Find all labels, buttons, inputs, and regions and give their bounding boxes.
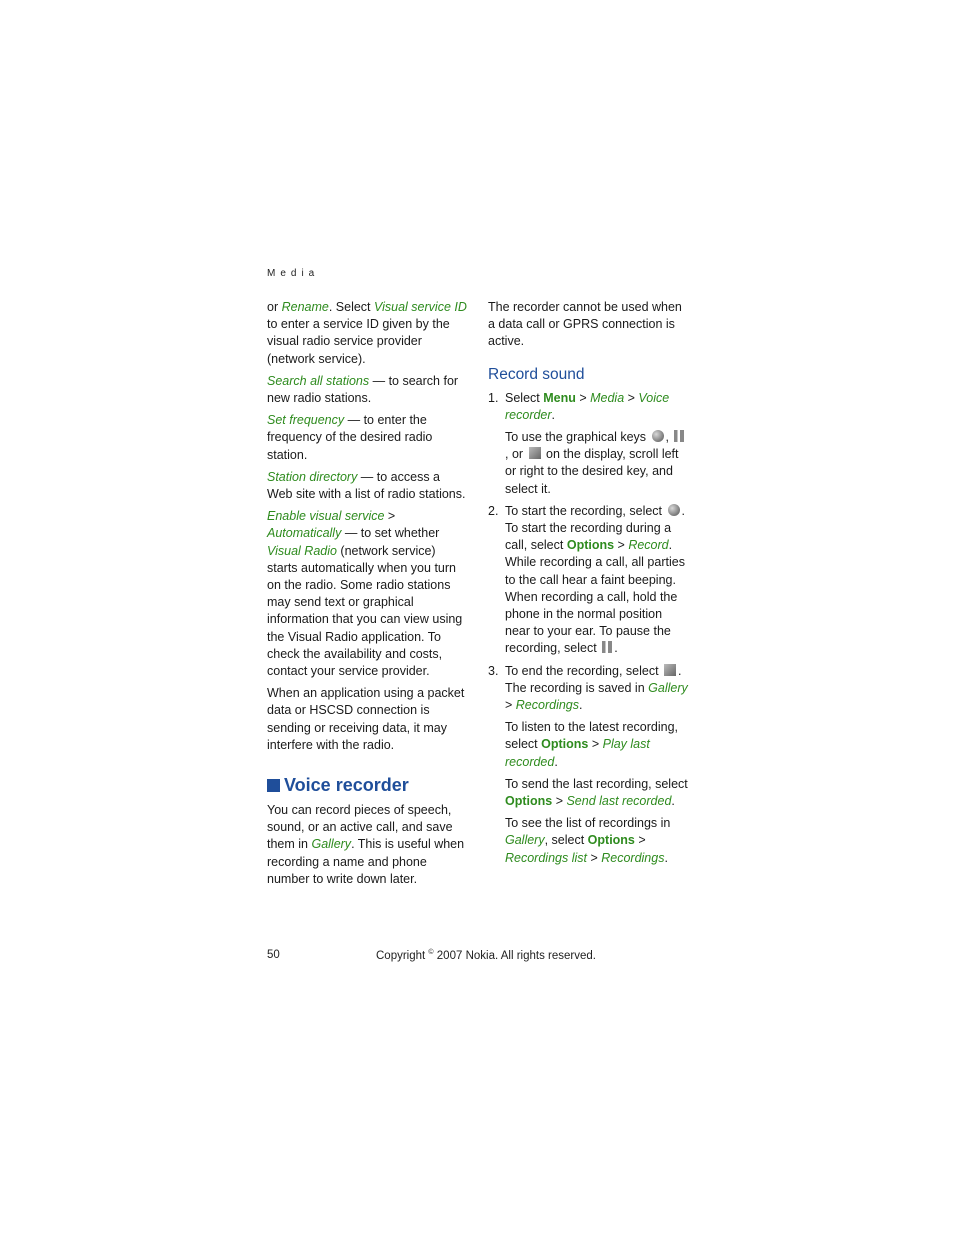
link-set-frequency: Set frequency [267, 413, 345, 428]
menu-label: Menu [543, 390, 576, 405]
link-recordings-list: Recordings list [505, 850, 587, 865]
step-1-note: To use the graphical keys , , or on the display, scroll left or right to the desired key, and select it. [488, 429, 688, 498]
left-column [267, 299, 467, 893]
link-gallery: Gallery [648, 680, 688, 695]
section-header: Media [267, 268, 320, 279]
link-recordings: Recordings [601, 850, 665, 865]
paragraph-set-frequency: Set frequency — to enter the frequency of the desired radio station. [267, 413, 433, 462]
step-3-note-list: To see the list of recordings in Gallery, select Options > Recordings list > Recordings. [505, 816, 671, 865]
stop-icon [529, 447, 541, 459]
paragraph-interference-note: When an application using a packet data or HSCSD connection is sending or receiving data, it may interfere with the radio. [267, 686, 465, 752]
right-column [488, 299, 688, 872]
heading-square-icon [267, 779, 280, 792]
link-play-last-recorded: Play last recorded [505, 737, 650, 769]
link-visual-radio: Visual Radio [267, 543, 337, 558]
paragraph-rename: or Rename. Select Visual service ID to enter a service ID given by the visual radio service provider (network service). [267, 300, 467, 366]
step-3-note-send: To send the last recording, select Options > Send last recorded. [505, 776, 688, 809]
link-record: Record [628, 538, 669, 553]
options-label: Options [566, 538, 615, 553]
link-gallery: Gallery [505, 833, 545, 848]
link-station-directory: Station directory [267, 469, 358, 484]
link-send-last-recorded: Send last recorded [566, 794, 672, 809]
heading-record-sound: Record sound [488, 365, 585, 383]
step-3-note-listen: To listen to the latest recording, select Options > Play last recorded. [505, 720, 679, 769]
pause-icon [674, 430, 684, 442]
record-icon [652, 430, 664, 442]
link-media: Media [590, 390, 625, 405]
link-automatically: Automatically [267, 526, 342, 541]
link-voice-recorder: Voice recorder [505, 390, 670, 422]
options-label: Options [587, 833, 635, 848]
copyright-symbol: © [428, 949, 434, 956]
heading-voice-recorder: Voice recorder [267, 774, 467, 796]
options-label: Options [505, 794, 553, 809]
step-3: 3. To end the recording, select . The recording is saved in Gallery > Recordings. [488, 663, 688, 713]
paragraph-voice-recorder-intro: You can record pieces of speech, sound, or an active call, and save them in Gallery. This is useful when recording a name and phone number to write down later. [267, 803, 465, 886]
steps-list [488, 390, 688, 867]
paragraph-station-directory: Station directory — to access a Web site with a list of radio stations. [267, 469, 466, 502]
link-gallery: Gallery [311, 837, 352, 852]
link-recordings: Recordings [515, 698, 580, 713]
link-rename: Rename [281, 300, 329, 314]
link-enable-visual-service: Enable visual service [267, 509, 385, 524]
copyright-notice: Copyright © 2007 Nokia. All rights reserved. [376, 949, 596, 962]
record-icon [668, 504, 680, 516]
link-search-all-stations: Search all stations [267, 373, 370, 388]
paragraph-recorder-restriction: The recorder cannot be used when a data call or GPRS connection is active. [488, 300, 682, 349]
options-label: Options [541, 737, 589, 752]
pause-icon [602, 641, 612, 653]
page-number: 50 [267, 949, 280, 961]
step-1: 1. Select Menu > Media > Voice recorder. [488, 390, 670, 422]
stop-icon [664, 664, 676, 676]
step-2: 2. To start the recording, select . To start the recording during a call, select Options > Record. While recording a call, all parties to the call hear a faint beeping. When recording a call, hold the phone in the normal position near to your ear. To pause the recording, select . [488, 503, 685, 656]
link-visual-service-id: Visual service ID [374, 300, 467, 314]
paragraph-enable-visual-service: Enable visual service > Automatically — to set whether Visual Radio (network service) starts automatically when you turn on the radio. Some radio stations may send text or graphical information that you can view using the Visual Radio application. To check the availability and costs, contact your service provider. [267, 509, 463, 679]
paragraph-search-all-stations: Search all stations — to search for new radio stations. [267, 373, 459, 406]
